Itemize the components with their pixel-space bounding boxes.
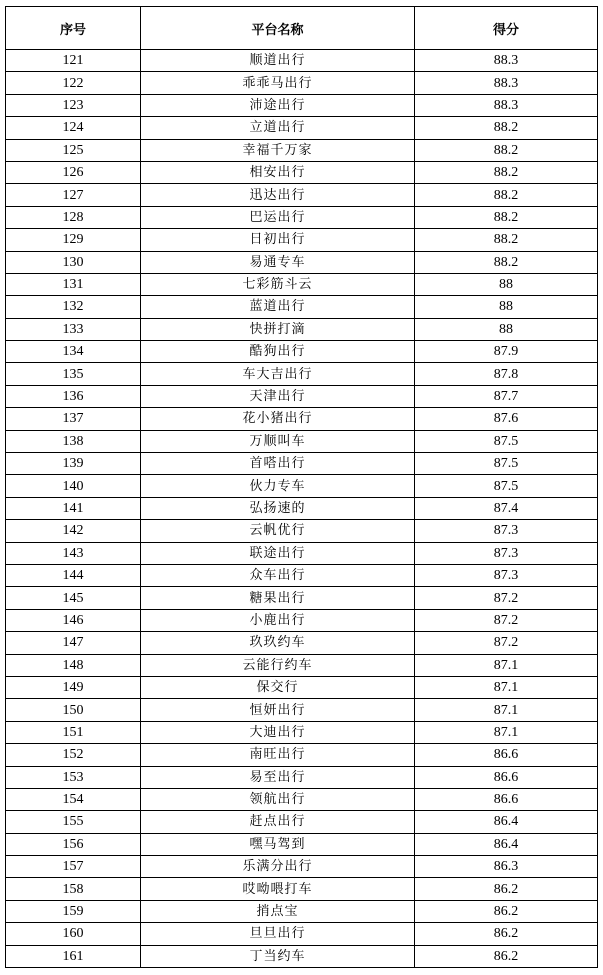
row-platform-name: 蓝道出行 [141, 296, 415, 318]
row-platform-name: 日初出行 [141, 229, 415, 251]
row-index: 127 [6, 184, 141, 206]
table-row [6, 833, 598, 855]
row-score: 87.9 [415, 341, 598, 363]
table-row [6, 251, 598, 273]
row-index: 138 [6, 430, 141, 452]
row-index: 155 [6, 811, 141, 833]
row-platform-name: 天津出行 [141, 385, 415, 407]
row-platform-name: 玖玖约车 [141, 632, 415, 654]
row-score: 86.2 [415, 945, 598, 967]
row-platform-name: 南旺出行 [141, 744, 415, 766]
row-score: 86.4 [415, 811, 598, 833]
table-row [6, 811, 598, 833]
row-platform-name: 糖果出行 [141, 587, 415, 609]
table-row [6, 273, 598, 295]
table-row [6, 430, 598, 452]
row-index: 128 [6, 206, 141, 228]
table-row [6, 721, 598, 743]
table-row [6, 296, 598, 318]
table-row [6, 856, 598, 878]
row-index: 135 [6, 363, 141, 385]
row-platform-name: 捎点宝 [141, 900, 415, 922]
row-platform-name: 万顺叫车 [141, 430, 415, 452]
row-index: 129 [6, 229, 141, 251]
row-score: 88.2 [415, 206, 598, 228]
row-index: 157 [6, 856, 141, 878]
table-row [6, 587, 598, 609]
row-score: 88.3 [415, 94, 598, 116]
table-row [6, 184, 598, 206]
row-score: 87.2 [415, 587, 598, 609]
row-index: 140 [6, 475, 141, 497]
row-platform-name: 伙力专车 [141, 475, 415, 497]
row-platform-name: 弘扬速的 [141, 497, 415, 519]
row-score: 87.1 [415, 654, 598, 676]
row-platform-name: 恒妍出行 [141, 699, 415, 721]
row-score: 88.2 [415, 139, 598, 161]
row-score: 87.3 [415, 520, 598, 542]
row-score: 87.1 [415, 699, 598, 721]
row-index: 158 [6, 878, 141, 900]
row-platform-name: 乖乖马出行 [141, 72, 415, 94]
row-index: 126 [6, 161, 141, 183]
row-score: 86.6 [415, 766, 598, 788]
row-index: 137 [6, 408, 141, 430]
row-index: 146 [6, 609, 141, 631]
table-row [6, 520, 598, 542]
row-index: 124 [6, 117, 141, 139]
row-score: 87.7 [415, 385, 598, 407]
row-score: 86.4 [415, 833, 598, 855]
header-index: 序号 [6, 7, 141, 50]
table-row [6, 475, 598, 497]
table-row [6, 923, 598, 945]
row-score: 87.8 [415, 363, 598, 385]
row-score: 88.3 [415, 72, 598, 94]
row-platform-name: 七彩筋斗云 [141, 273, 415, 295]
header-row [6, 7, 598, 50]
table-row [6, 744, 598, 766]
row-platform-name: 丁当约车 [141, 945, 415, 967]
table-row [6, 699, 598, 721]
row-index: 134 [6, 341, 141, 363]
row-score: 88.2 [415, 184, 598, 206]
row-index: 130 [6, 251, 141, 273]
row-platform-name: 旦旦出行 [141, 923, 415, 945]
row-index: 148 [6, 654, 141, 676]
row-platform-name: 领航出行 [141, 788, 415, 810]
row-platform-name: 酷狗出行 [141, 341, 415, 363]
table-row [6, 318, 598, 340]
row-index: 125 [6, 139, 141, 161]
row-score: 87.5 [415, 475, 598, 497]
row-index: 160 [6, 923, 141, 945]
row-index: 131 [6, 273, 141, 295]
row-platform-name: 迅达出行 [141, 184, 415, 206]
table-row [6, 900, 598, 922]
row-score: 87.3 [415, 564, 598, 586]
header-platform-name: 平台名称 [141, 7, 415, 50]
row-score: 86.2 [415, 900, 598, 922]
row-index: 139 [6, 453, 141, 475]
row-index: 133 [6, 318, 141, 340]
row-score: 87.3 [415, 542, 598, 564]
row-index: 123 [6, 94, 141, 116]
row-score: 87.6 [415, 408, 598, 430]
table-row [6, 206, 598, 228]
table-row [6, 161, 598, 183]
table-row [6, 453, 598, 475]
row-platform-name: 乐满分出行 [141, 856, 415, 878]
row-platform-name: 首嗒出行 [141, 453, 415, 475]
table-header [6, 7, 598, 50]
row-score: 87.5 [415, 453, 598, 475]
table-row [6, 229, 598, 251]
row-score: 87.2 [415, 609, 598, 631]
table-row [6, 564, 598, 586]
row-index: 132 [6, 296, 141, 318]
row-platform-name: 小鹿出行 [141, 609, 415, 631]
row-score: 87.2 [415, 632, 598, 654]
row-score: 87.1 [415, 721, 598, 743]
header-score: 得分 [415, 7, 598, 50]
row-platform-name: 快拼打滴 [141, 318, 415, 340]
table-row [6, 945, 598, 967]
row-index: 151 [6, 721, 141, 743]
row-index: 145 [6, 587, 141, 609]
row-score: 86.3 [415, 856, 598, 878]
row-platform-name: 嘿马驾到 [141, 833, 415, 855]
row-platform-name: 赶点出行 [141, 811, 415, 833]
table-row [6, 385, 598, 407]
row-score: 88.2 [415, 229, 598, 251]
row-index: 150 [6, 699, 141, 721]
row-score: 86.6 [415, 744, 598, 766]
row-index: 143 [6, 542, 141, 564]
row-score: 88.3 [415, 50, 598, 72]
table-body [6, 50, 598, 968]
row-score: 88 [415, 318, 598, 340]
row-platform-name: 立道出行 [141, 117, 415, 139]
row-index: 122 [6, 72, 141, 94]
row-platform-name: 幸福千万家 [141, 139, 415, 161]
row-index: 149 [6, 676, 141, 698]
row-platform-name: 易至出行 [141, 766, 415, 788]
table-row [6, 139, 598, 161]
row-platform-name: 车大吉出行 [141, 363, 415, 385]
row-platform-name: 顺道出行 [141, 50, 415, 72]
row-platform-name: 易通专车 [141, 251, 415, 273]
table-row [6, 408, 598, 430]
table-row [6, 363, 598, 385]
row-platform-name: 云能行约车 [141, 654, 415, 676]
row-index: 136 [6, 385, 141, 407]
table-row [6, 50, 598, 72]
row-platform-name: 联途出行 [141, 542, 415, 564]
table-row [6, 878, 598, 900]
row-score: 87.4 [415, 497, 598, 519]
row-index: 156 [6, 833, 141, 855]
row-platform-name: 保交行 [141, 676, 415, 698]
row-score: 87.5 [415, 430, 598, 452]
table-row [6, 497, 598, 519]
row-platform-name: 云帆优行 [141, 520, 415, 542]
row-score: 88.2 [415, 117, 598, 139]
table-row [6, 72, 598, 94]
row-score: 88.2 [415, 161, 598, 183]
row-index: 152 [6, 744, 141, 766]
row-platform-name: 相安出行 [141, 161, 415, 183]
row-index: 147 [6, 632, 141, 654]
row-platform-name: 哎呦喂打车 [141, 878, 415, 900]
row-platform-name: 巴运出行 [141, 206, 415, 228]
table-row [6, 632, 598, 654]
table-row [6, 94, 598, 116]
table-row [6, 766, 598, 788]
row-score: 86.6 [415, 788, 598, 810]
ranking-table [5, 6, 598, 968]
row-index: 161 [6, 945, 141, 967]
row-score: 88.2 [415, 251, 598, 273]
row-index: 153 [6, 766, 141, 788]
row-index: 154 [6, 788, 141, 810]
row-score: 88 [415, 273, 598, 295]
table-row [6, 788, 598, 810]
row-score: 87.1 [415, 676, 598, 698]
table-row [6, 117, 598, 139]
row-score: 86.2 [415, 878, 598, 900]
row-index: 159 [6, 900, 141, 922]
table-row [6, 654, 598, 676]
row-platform-name: 花小猪出行 [141, 408, 415, 430]
table-row [6, 676, 598, 698]
row-platform-name: 大迪出行 [141, 721, 415, 743]
row-index: 141 [6, 497, 141, 519]
row-platform-name: 沛途出行 [141, 94, 415, 116]
table-row [6, 341, 598, 363]
table-row [6, 542, 598, 564]
row-index: 142 [6, 520, 141, 542]
row-score: 88 [415, 296, 598, 318]
row-score: 86.2 [415, 923, 598, 945]
row-platform-name: 众车出行 [141, 564, 415, 586]
row-index: 144 [6, 564, 141, 586]
table-row [6, 609, 598, 631]
row-index: 121 [6, 50, 141, 72]
